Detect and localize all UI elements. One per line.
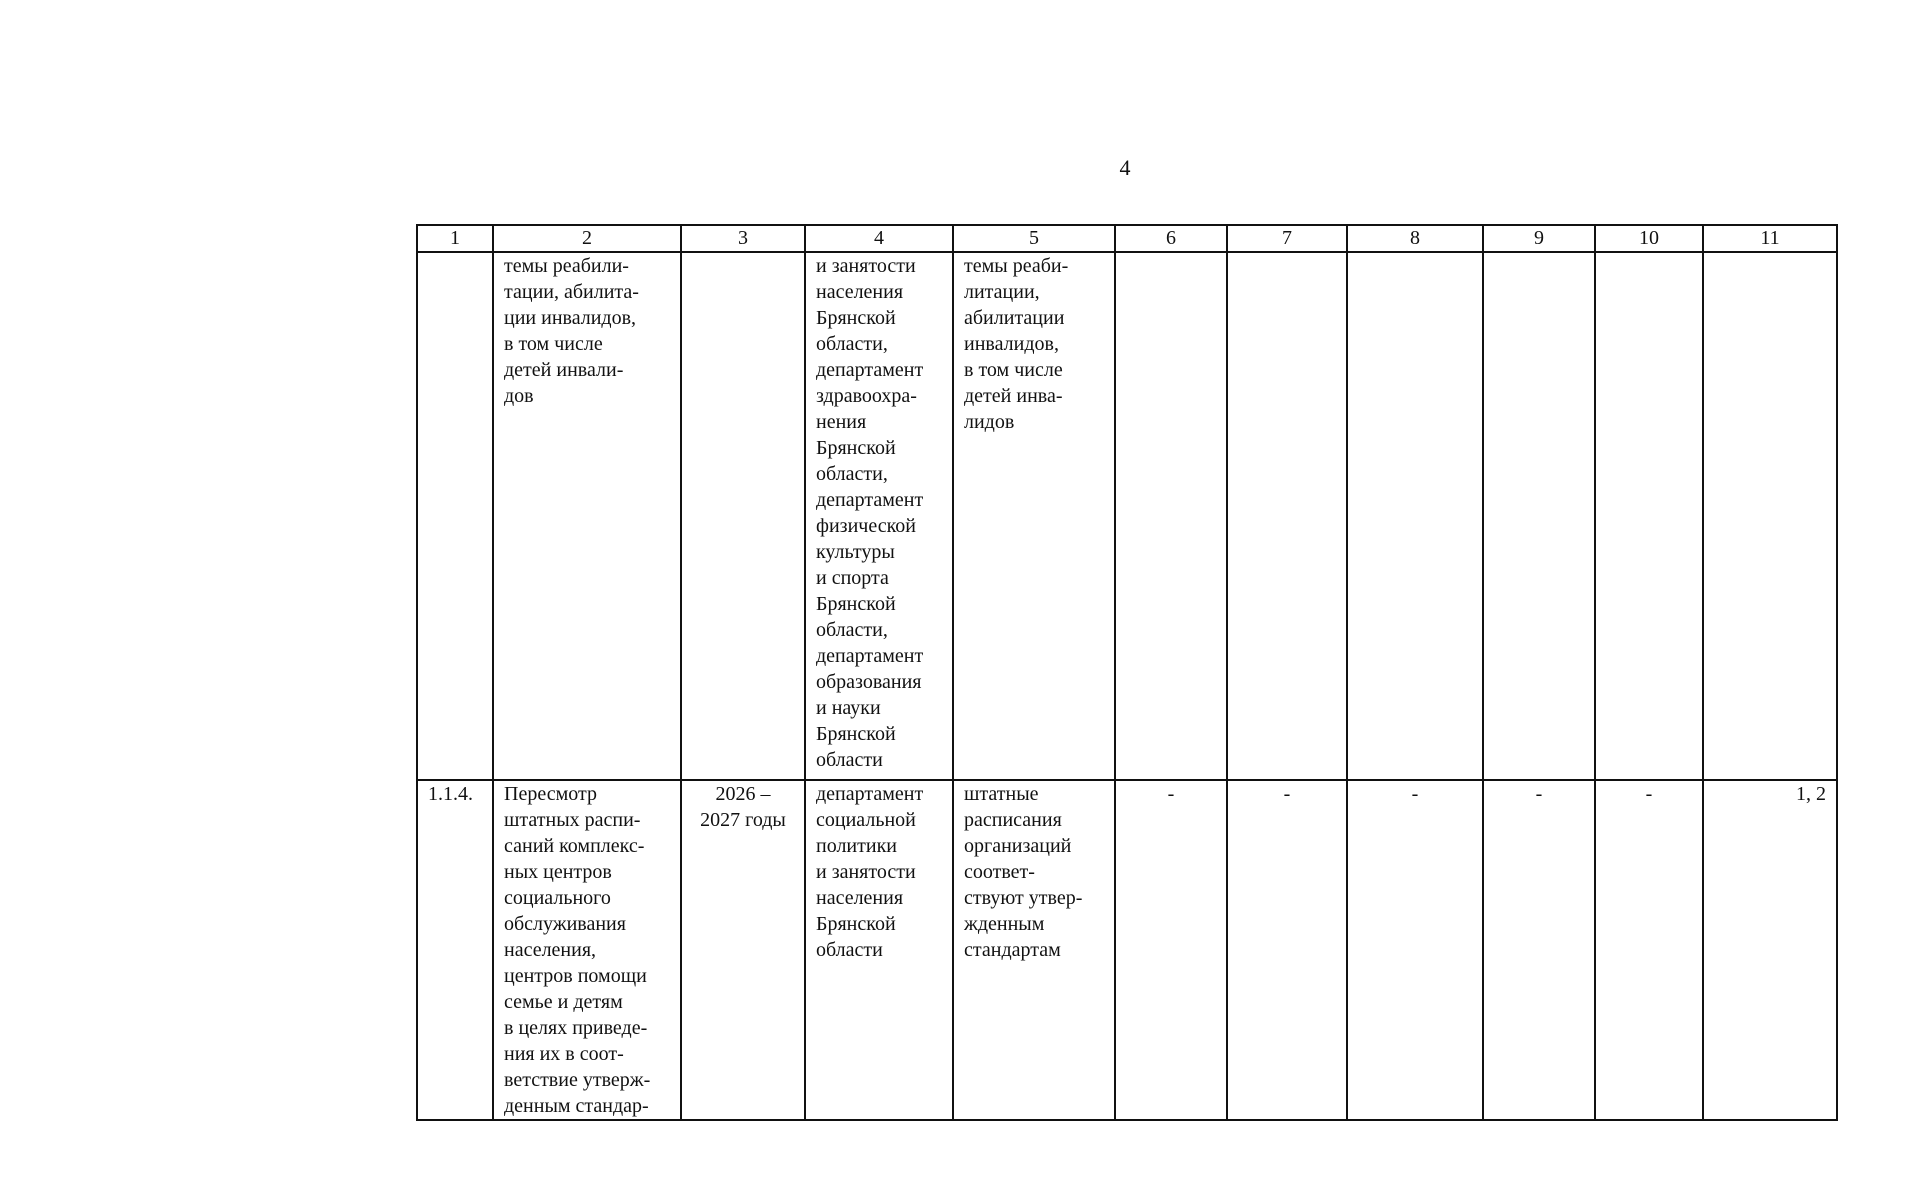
col-10-cell: - (1595, 780, 1703, 1120)
row-number-cell: 1.1.4. (417, 780, 493, 1120)
period-cell (681, 252, 805, 780)
responsible-cell: департамент социальной политики и занятости населения Брянской области (805, 780, 953, 1120)
responsible-cell: и занятости населения Брянской области, департамент здравоохра- нения Брянской области, департамент физической культуры и спорта Брянской области, департамент образования и науки Брянской области (805, 252, 953, 780)
col-6-cell (1115, 252, 1227, 780)
col-8-cell (1347, 252, 1483, 780)
page-number: 4 (1119, 155, 1131, 180)
header-col-10: 10 (1595, 225, 1703, 252)
header-row (417, 225, 1837, 252)
row-number-cell (417, 252, 493, 780)
col-9-cell (1483, 252, 1595, 780)
header-col-9: 9 (1483, 225, 1595, 252)
activity-name-cell: темы реабили- тации, абилита- ции инвалидов, в том числе детей инвали- дов (493, 252, 681, 780)
table-row (417, 252, 1837, 780)
result-cell: штатные расписания организаций соответ- ствуют утвер- жденным стандартам (953, 780, 1115, 1120)
col-11-cell (1703, 252, 1837, 780)
header-col-11: 11 (1703, 225, 1837, 252)
header-col-6: 6 (1115, 225, 1227, 252)
col-9-cell: - (1483, 780, 1595, 1120)
header-col-8: 8 (1347, 225, 1483, 252)
period-cell: 2026 – 2027 годы (681, 780, 805, 1120)
col-7-cell: - (1227, 780, 1347, 1120)
table-row (417, 780, 1837, 1120)
header-col-3: 3 (681, 225, 805, 252)
header-col-4: 4 (805, 225, 953, 252)
header-col-5: 5 (953, 225, 1115, 252)
activity-name-cell: Пересмотр штатных распи- саний комплекс- ных центров социального обслуживания населения, центров помощи семье и детям в целях приведе- ния их в соот- ветствие утверж- денным стандар- (493, 780, 681, 1120)
header-col-2: 2 (493, 225, 681, 252)
col-10-cell (1595, 252, 1703, 780)
header-col-7: 7 (1227, 225, 1347, 252)
col-6-cell: - (1115, 780, 1227, 1120)
result-cell: темы реаби- литации, абилитации инвалидов, в том числе детей инва- лидов (953, 252, 1115, 780)
header-col-1: 1 (417, 225, 493, 252)
col-8-cell: - (1347, 780, 1483, 1120)
col-11-cell: 1, 2 (1703, 780, 1837, 1120)
col-7-cell (1227, 252, 1347, 780)
plan-table (416, 224, 1838, 1121)
